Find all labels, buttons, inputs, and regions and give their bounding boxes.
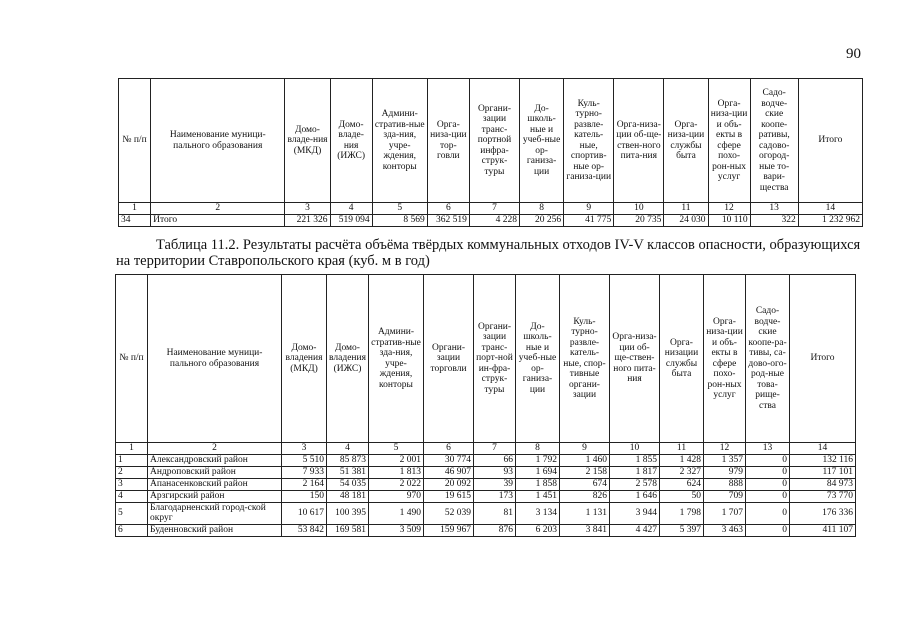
value-cell: 2 001: [369, 454, 424, 466]
value-cell: 624: [660, 478, 704, 490]
header-cell: Домо-владе-ния (ИЖС): [330, 79, 372, 203]
table-header-row: [119, 79, 863, 203]
row-number-cell: 34: [119, 214, 151, 226]
column-number: 6: [424, 443, 474, 455]
value-cell: 1 451: [516, 490, 560, 502]
header-cell: Орга-низа-ции об-ще-ствен-ного пита-ния: [610, 275, 660, 443]
table-row: [116, 454, 856, 466]
column-number: 11: [664, 203, 708, 215]
column-number: 2: [148, 443, 282, 455]
value-cell: 0: [746, 466, 790, 478]
total-cell: 176 336: [790, 502, 856, 524]
header-cell: Органи-зации торговли: [424, 275, 474, 443]
page-number: 90: [846, 46, 861, 62]
value-cell: 159 967: [424, 524, 474, 536]
value-cell: 85 873: [327, 454, 369, 466]
value-cell: 1 357: [704, 454, 746, 466]
value-cell: 10 110: [708, 214, 750, 226]
municipality-name-cell: Александровский район: [148, 454, 282, 466]
column-number: 12: [708, 203, 750, 215]
value-cell: 7 933: [282, 466, 327, 478]
header-cell: До-школь-ные и учеб-ные ор-ганиза-ции: [516, 275, 560, 443]
value-cell: 0: [746, 454, 790, 466]
value-cell: 24 030: [664, 214, 708, 226]
value-cell: 1 707: [704, 502, 746, 524]
value-cell: 1 131: [560, 502, 610, 524]
column-number: 9: [564, 203, 614, 215]
value-cell: 150: [282, 490, 327, 502]
value-cell: 2 578: [610, 478, 660, 490]
table-row: [116, 524, 856, 536]
column-number: 4: [330, 203, 372, 215]
value-cell: 221 326: [285, 214, 330, 226]
value-cell: 876: [474, 524, 516, 536]
value-cell: 1 428: [660, 454, 704, 466]
value-cell: 10 617: [282, 502, 327, 524]
value-cell: 1 798: [660, 502, 704, 524]
value-cell: 3 509: [369, 524, 424, 536]
column-number: 10: [614, 203, 664, 215]
value-cell: 0: [746, 490, 790, 502]
row-number-cell: 6: [116, 524, 148, 536]
value-cell: 93: [474, 466, 516, 478]
column-number: 8: [520, 203, 564, 215]
column-number: 7: [474, 443, 516, 455]
header-cell: Админи-стратив-ные зда-ния, учре-ждения, конторы: [372, 79, 427, 203]
header-cell: Итого: [790, 275, 856, 443]
value-cell: 519 094: [330, 214, 372, 226]
value-cell: 1 646: [610, 490, 660, 502]
value-cell: 3 841: [560, 524, 610, 536]
municipality-name-cell: Итого: [151, 214, 285, 226]
column-number: 11: [660, 443, 704, 455]
total-cell: 132 116: [790, 454, 856, 466]
summary-table: [118, 78, 863, 227]
value-cell: 39: [474, 478, 516, 490]
value-cell: 20 256: [520, 214, 564, 226]
value-cell: 53 842: [282, 524, 327, 536]
total-cell: 84 973: [790, 478, 856, 490]
header-cell: Органи-зации транс-порт-ной ин-фра-струк-туры: [474, 275, 516, 443]
column-number: 14: [798, 203, 862, 215]
value-cell: 1 855: [610, 454, 660, 466]
value-cell: 1 460: [560, 454, 610, 466]
value-cell: 1 858: [516, 478, 560, 490]
value-cell: 0: [746, 478, 790, 490]
value-cell: 169 581: [327, 524, 369, 536]
value-cell: 2 164: [282, 478, 327, 490]
value-cell: 888: [704, 478, 746, 490]
value-cell: 50: [660, 490, 704, 502]
municipality-name-cell: Буденновский район: [148, 524, 282, 536]
header-cell: № п/п: [116, 275, 148, 443]
value-cell: 1 813: [369, 466, 424, 478]
row-number-cell: 3: [116, 478, 148, 490]
value-cell: 173: [474, 490, 516, 502]
value-cell: 674: [560, 478, 610, 490]
header-cell: № п/п: [119, 79, 151, 203]
column-number: 7: [469, 203, 519, 215]
header-cell: Наименование муници-пального образования: [148, 275, 282, 443]
value-cell: 2 327: [660, 466, 704, 478]
value-cell: 970: [369, 490, 424, 502]
table-row: [116, 502, 856, 524]
municipality-name-cell: Апанасенковский район: [148, 478, 282, 490]
value-cell: 81: [474, 502, 516, 524]
value-cell: 0: [746, 524, 790, 536]
value-cell: 4 427: [610, 524, 660, 536]
column-number: 2: [151, 203, 285, 215]
header-cell: Итого: [798, 79, 862, 203]
header-cell: Домо-владения (МКД): [282, 275, 327, 443]
header-cell: Орга-низа-ции службы быта: [664, 79, 708, 203]
total-cell: 411 107: [790, 524, 856, 536]
municipality-name-cell: Арзгирский район: [148, 490, 282, 502]
header-cell: Орга-низации службы быта: [660, 275, 704, 443]
header-cell: Наименование муници-пального образования: [151, 79, 285, 203]
value-cell: 322: [750, 214, 798, 226]
value-cell: 8 569: [372, 214, 427, 226]
header-cell: Орга-низа-ции об-ще-ствен-ного пита-ния: [614, 79, 664, 203]
value-cell: 100 395: [327, 502, 369, 524]
column-number-row: [116, 443, 856, 455]
row-number-cell: 5: [116, 502, 148, 524]
header-cell: Куль-турно-развле-катель-ные, спор-тивные органи-зации: [560, 275, 610, 443]
table-row: [116, 490, 856, 502]
table-row: [116, 478, 856, 490]
value-cell: 1 792: [516, 454, 560, 466]
header-cell: До-школь-ные и учеб-ные ор-ганиза-ции: [520, 79, 564, 203]
row-number-cell: 1: [116, 454, 148, 466]
value-cell: 3 944: [610, 502, 660, 524]
header-cell: Органи-зации транс-портной инфра-струк-туры: [469, 79, 519, 203]
waste-volume-table: [115, 274, 856, 537]
value-cell: 826: [560, 490, 610, 502]
total-cell: 73 770: [790, 490, 856, 502]
column-number: 5: [372, 203, 427, 215]
column-number: 8: [516, 443, 560, 455]
value-cell: 41 775: [564, 214, 614, 226]
column-number: 1: [116, 443, 148, 455]
value-cell: 48 181: [327, 490, 369, 502]
value-cell: 709: [704, 490, 746, 502]
value-cell: 19 615: [424, 490, 474, 502]
column-number: 13: [746, 443, 790, 455]
value-cell: 5 397: [660, 524, 704, 536]
value-cell: 3 134: [516, 502, 560, 524]
row-number-cell: 2: [116, 466, 148, 478]
value-cell: 5 510: [282, 454, 327, 466]
value-cell: 1 817: [610, 466, 660, 478]
value-cell: 4 228: [469, 214, 519, 226]
column-number: 3: [282, 443, 327, 455]
header-cell: Куль-турно-развле-катель-ные, спортив-ные ор-ганиза-ции: [564, 79, 614, 203]
value-cell: 362 519: [427, 214, 469, 226]
value-cell: 30 774: [424, 454, 474, 466]
table-row: [119, 214, 863, 226]
value-cell: 66: [474, 454, 516, 466]
value-cell: 51 381: [327, 466, 369, 478]
table-caption: [116, 237, 876, 269]
header-cell: Садо-водче-ские коопе-ра-тивы, са-дово-ого-род-ные това-рище-ства: [746, 275, 790, 443]
total-cell: 117 101: [790, 466, 856, 478]
header-cell: Админи-стратив-ные зда-ния, учре-ждения, конторы: [369, 275, 424, 443]
row-number-cell: 4: [116, 490, 148, 502]
caption-line: на территории Ставропольского края (куб. м в год): [116, 253, 430, 269]
column-number: 3: [285, 203, 330, 215]
table-header-row: [116, 275, 856, 443]
header-cell: Домо-владения (ИЖС): [327, 275, 369, 443]
column-number: 13: [750, 203, 798, 215]
value-cell: 1 490: [369, 502, 424, 524]
header-cell: Домо-владе-ния (МКД): [285, 79, 330, 203]
value-cell: 2 022: [369, 478, 424, 490]
column-number-row: [119, 203, 863, 215]
header-cell: Орга-низа-ции тор-говли: [427, 79, 469, 203]
value-cell: 52 039: [424, 502, 474, 524]
municipality-name-cell: Андроповский район: [148, 466, 282, 478]
total-cell: 1 232 962: [798, 214, 862, 226]
value-cell: 20 092: [424, 478, 474, 490]
column-number: 9: [560, 443, 610, 455]
caption-line: Таблица 11.2. Результаты расчёта объёма твёрдых коммунальных отходов IV-V классов опасности, образующихся: [156, 237, 861, 253]
column-number: 6: [427, 203, 469, 215]
value-cell: 1 694: [516, 466, 560, 478]
value-cell: 3 463: [704, 524, 746, 536]
value-cell: 2 158: [560, 466, 610, 478]
municipality-name-cell: Благодарненский город-ской округ: [148, 502, 282, 524]
value-cell: 54 035: [327, 478, 369, 490]
column-number: 5: [369, 443, 424, 455]
table-body: [116, 454, 856, 536]
column-number: 10: [610, 443, 660, 455]
header-cell: Орга-низа-ции и объ-екты в сфере похо-рон-ных услуг: [708, 79, 750, 203]
column-number: 1: [119, 203, 151, 215]
value-cell: 979: [704, 466, 746, 478]
value-cell: 6 203: [516, 524, 560, 536]
value-cell: 0: [746, 502, 790, 524]
header-cell: Орга-низа-ции и объ-екты в сфере похо-рон-ных услуг: [704, 275, 746, 443]
value-cell: 46 907: [424, 466, 474, 478]
value-cell: 20 735: [614, 214, 664, 226]
header-cell: Садо-водче-ские коопе-ративы, садово-огород-ные то-вари-щества: [750, 79, 798, 203]
column-number: 4: [327, 443, 369, 455]
column-number: 14: [790, 443, 856, 455]
column-number: 12: [704, 443, 746, 455]
table-row: [116, 466, 856, 478]
